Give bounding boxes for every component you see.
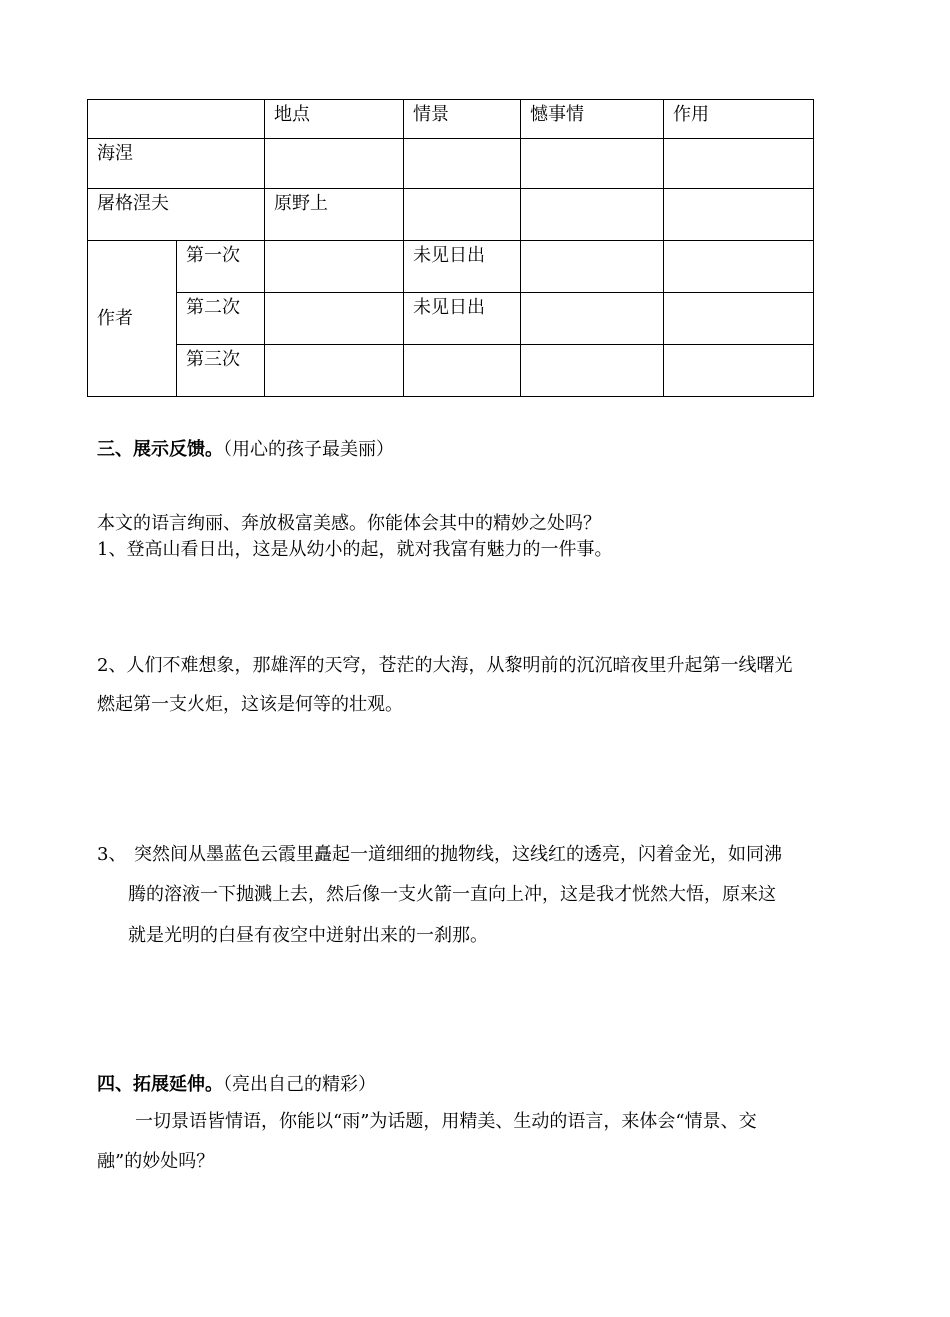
section-4-title: 四、拓展延伸。 [97, 1074, 223, 1095]
table-cell: 未见日出 [404, 293, 521, 345]
table-cell [664, 345, 814, 397]
header-cell-function: 作用 [664, 100, 814, 139]
section-3-item-3-line-3: 就是光明的白昼有夜空中迸射出来的一刹那。 [128, 925, 488, 946]
header-cell-scene: 情景 [404, 100, 521, 139]
header-cell-location: 地点 [265, 100, 404, 139]
table-cell [521, 139, 664, 189]
table-cell [265, 345, 404, 397]
row-label-author: 作者 [88, 241, 177, 397]
sub-row-label-third: 第三次 [177, 345, 265, 397]
row-label-heine: 海涅 [88, 139, 265, 189]
section-3-item-3-line-1: 突然间从墨蓝色云霞里矗起一道细细的抛物线，这线红的透亮，闪着金光，如同沸 [134, 844, 782, 865]
header-cell-regret: 憾事情 [521, 100, 664, 139]
header-cell-blank [88, 100, 265, 139]
table-cell: 原野上 [265, 189, 404, 241]
table-cell [404, 189, 521, 241]
table-cell [404, 345, 521, 397]
section-4-paragraph-line-1: 一切景语皆情语，你能以“雨”为话题，用精美、生动的语言，来体会“情景、交 [135, 1111, 757, 1132]
analysis-table [87, 99, 814, 397]
section-3-item-3-line-2: 腾的溶液一下抛溅上去，然后像一支火箭一直向上冲，这是我才恍然大悟，原来这 [128, 884, 776, 905]
section-3-item-1: 1、登高山看日出，这是从幼小的起，就对我富有魅力的一件事。 [97, 539, 613, 560]
section-3-heading [97, 438, 394, 462]
table-row [88, 139, 814, 189]
table-cell [664, 189, 814, 241]
table-cell [265, 241, 404, 293]
section-4-paragraph-line-2: 融”的妙处吗？ [97, 1151, 215, 1172]
table-row [88, 293, 814, 345]
sub-row-label-first: 第一次 [177, 241, 265, 293]
section-3-item-3-number: 3、 [97, 844, 127, 865]
table-cell [521, 293, 664, 345]
table-cell: 未见日出 [404, 241, 521, 293]
section-3-intro: 本文的语言绚丽、奔放极富美感。你能体会其中的精妙之处吗？ [97, 513, 601, 534]
section-3-title: 三、展示反馈。 [97, 439, 223, 460]
section-3-item-2-line-1: 2、人们不难想象，那雄浑的天穹，苍茫的大海，从黎明前的沉沉暗夜里升起第一线曙光 [97, 655, 793, 676]
table-cell [664, 293, 814, 345]
table-cell [521, 345, 664, 397]
section-3-subtitle: （用心的孩子最美丽） [223, 439, 394, 460]
section-3-item-2-line-2: 燃起第一支火炬，这该是何等的壮观。 [97, 694, 403, 715]
table-cell [521, 189, 664, 241]
table-cell [664, 139, 814, 189]
section-4-heading [97, 1073, 376, 1097]
table-row [88, 345, 814, 397]
table-cell [664, 241, 814, 293]
table-row [88, 241, 814, 293]
table-cell [521, 241, 664, 293]
table-header-row [88, 100, 814, 139]
table-cell [265, 139, 404, 189]
sub-row-label-second: 第二次 [177, 293, 265, 345]
table-row [88, 189, 814, 241]
section-4-subtitle: （亮出自己的精彩） [223, 1074, 376, 1095]
table-cell [404, 139, 521, 189]
row-label-turgenev: 屠格涅夫 [88, 189, 265, 241]
table-cell [265, 293, 404, 345]
